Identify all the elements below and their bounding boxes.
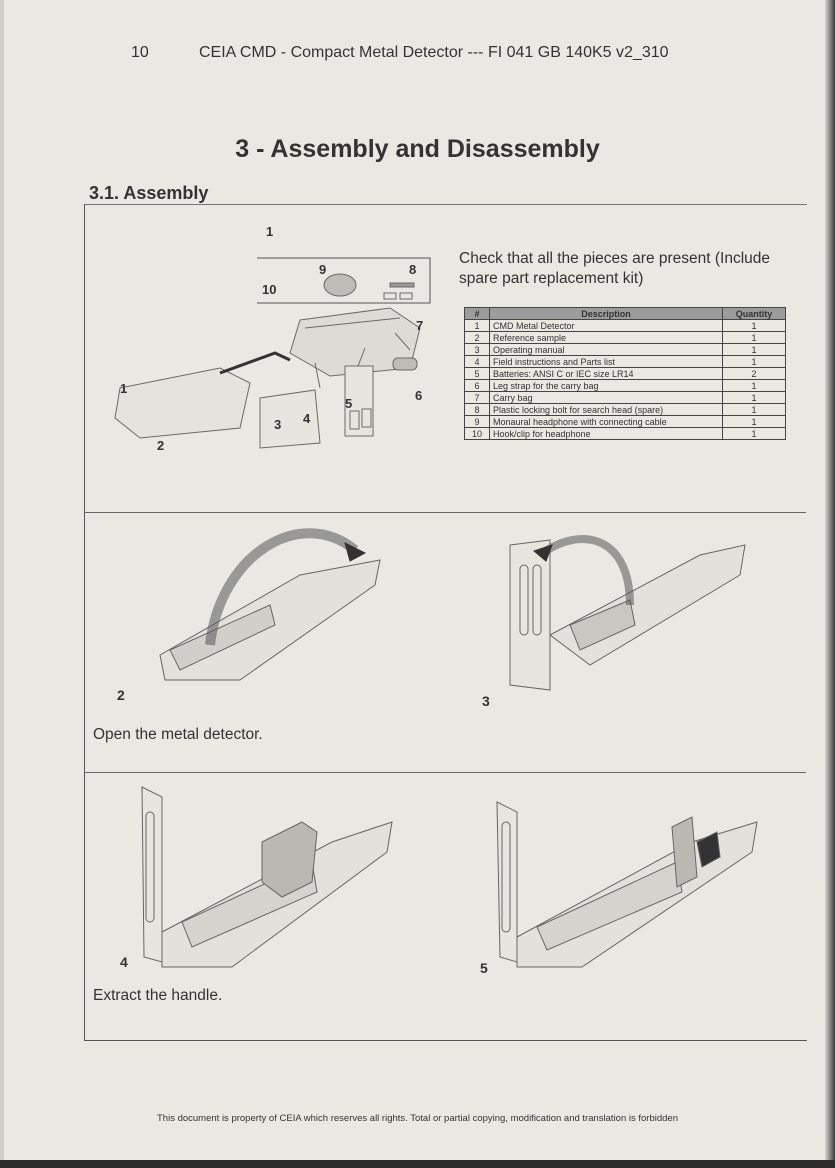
svg-text:6: 6 [415, 388, 423, 403]
col-description: Description [490, 308, 723, 320]
fig5-label: 5 [480, 960, 488, 976]
table-row: 4 Field instructions and Parts list 1 [465, 356, 786, 368]
open-caption: Open the metal detector. [93, 726, 263, 743]
fig1-label: 1 [266, 224, 274, 239]
svg-text:4: 4 [303, 411, 311, 426]
page-footer: This document is property of CEIA which reserves all rights. Total or partial copying, modification and translation is forbidden [157, 1113, 678, 1124]
table-row: 1 CMD Metal Detector 1 [465, 320, 786, 332]
divider-2 [84, 772, 806, 773]
col-quantity: Quantity [723, 308, 786, 320]
open-detector-illustration-3 [500, 515, 760, 695]
svg-text:5: 5 [345, 396, 353, 411]
extract-caption: Extract the handle. [93, 987, 223, 1004]
page-header [131, 44, 771, 62]
table-row: 9 Monaural headphone with connecting cable 1 [465, 416, 786, 428]
table-row: 3 Operating manual 1 [465, 344, 786, 356]
page-edge-right [825, 0, 835, 1168]
kit-contents-illustration [100, 224, 450, 468]
table-row: 10 Hook/clip for headphone 1 [465, 428, 786, 440]
check-instruction: Check that all the pieces are present (Include spare part replacement kit) [459, 250, 771, 287]
parts-table [464, 307, 786, 440]
svg-text:3: 3 [274, 417, 282, 432]
table-row: 2 Reference sample 1 [465, 332, 786, 344]
page-edge-bottom [0, 1160, 835, 1168]
extract-handle-illustration-4 [132, 782, 402, 972]
open-detector-illustration-2 [150, 515, 390, 695]
table-row: 8 Plastic locking bolt for search head (spare) 1 [465, 404, 786, 416]
table-row: 5 Batteries: ANSI C or IEC size LR14 2 [465, 368, 786, 380]
frame-bottom-rule [85, 1040, 807, 1041]
fig3-label: 3 [482, 693, 490, 709]
page-number: 10 [131, 44, 149, 61]
svg-text:1: 1 [120, 381, 128, 396]
page-edge-left [0, 0, 4, 1168]
col-number: # [465, 308, 490, 320]
document-title: CEIA CMD - Compact Metal Detector --- FI 041 GB 140K5 v2_310 [199, 44, 669, 61]
chapter-title: 3 - Assembly and Disassembly [235, 135, 600, 163]
extract-handle-illustration-5 [492, 782, 762, 972]
svg-text:10: 10 [262, 282, 277, 297]
parts-table-header [465, 308, 786, 320]
fig2-label: 2 [117, 687, 125, 703]
svg-text:7: 7 [416, 318, 424, 333]
svg-text:2: 2 [157, 438, 165, 453]
table-row: 7 Carry bag 1 [465, 392, 786, 404]
section-title: 3.1. Assembly [89, 183, 209, 203]
table-row: 6 Leg strap for the carry bag 1 [465, 380, 786, 392]
fig4-label: 4 [120, 954, 128, 970]
svg-text:9: 9 [319, 262, 327, 277]
svg-text:8: 8 [409, 262, 417, 277]
divider-1 [84, 512, 806, 513]
